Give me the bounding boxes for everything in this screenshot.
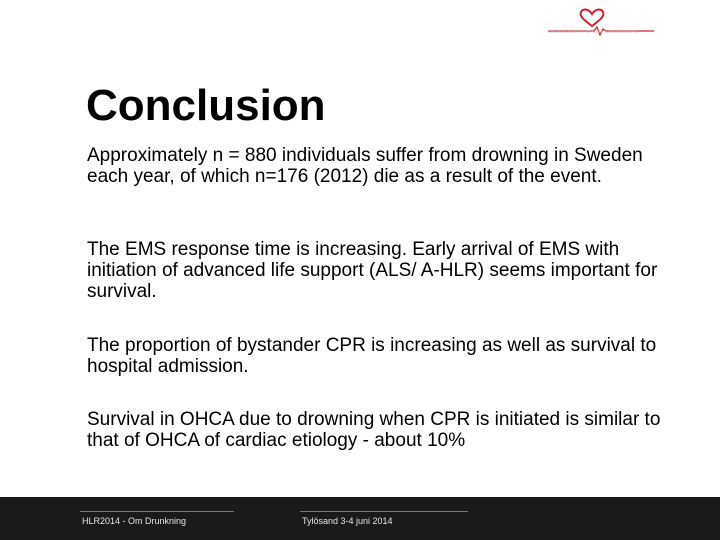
paragraph-4: Survival in OHCA due to drowning when CPR is initiated is similar to that of OHCA of cardiac etiology - about 10%: [87, 409, 661, 451]
paragraph-3: The proportion of bystander CPR is increasing as well as survival to hospital admission.: [87, 335, 657, 377]
logo-tagline: SVENSKA RÅDET FÖR HJÄRT-LUNGRÄDDNING: [548, 29, 639, 34]
logo-left-word: HLR: [548, 11, 579, 28]
logo-right-word: rådet: [607, 11, 644, 28]
slide-title: Conclusion: [86, 81, 326, 130]
paragraph-2: The EMS response time is increasing. Early arrival of EMS with initiation of advanced life support (ALS/ A-HLR) seems important for survival.: [87, 239, 658, 302]
footer-left-text: HLR2014 - Om Drunkning: [82, 516, 187, 526]
footer-divider-middle: [300, 511, 468, 512]
paragraph-1: Approximately n = 880 individuals suffer from drowning in Sweden each year, of which n=176 (2012) die as a result of the event.: [87, 145, 643, 187]
footer-middle-text: Tylösand 3-4 juni 2014: [302, 516, 393, 526]
footer-bar: [0, 497, 720, 540]
footer-divider-left: [80, 511, 234, 512]
heart-icon: [581, 10, 604, 26]
